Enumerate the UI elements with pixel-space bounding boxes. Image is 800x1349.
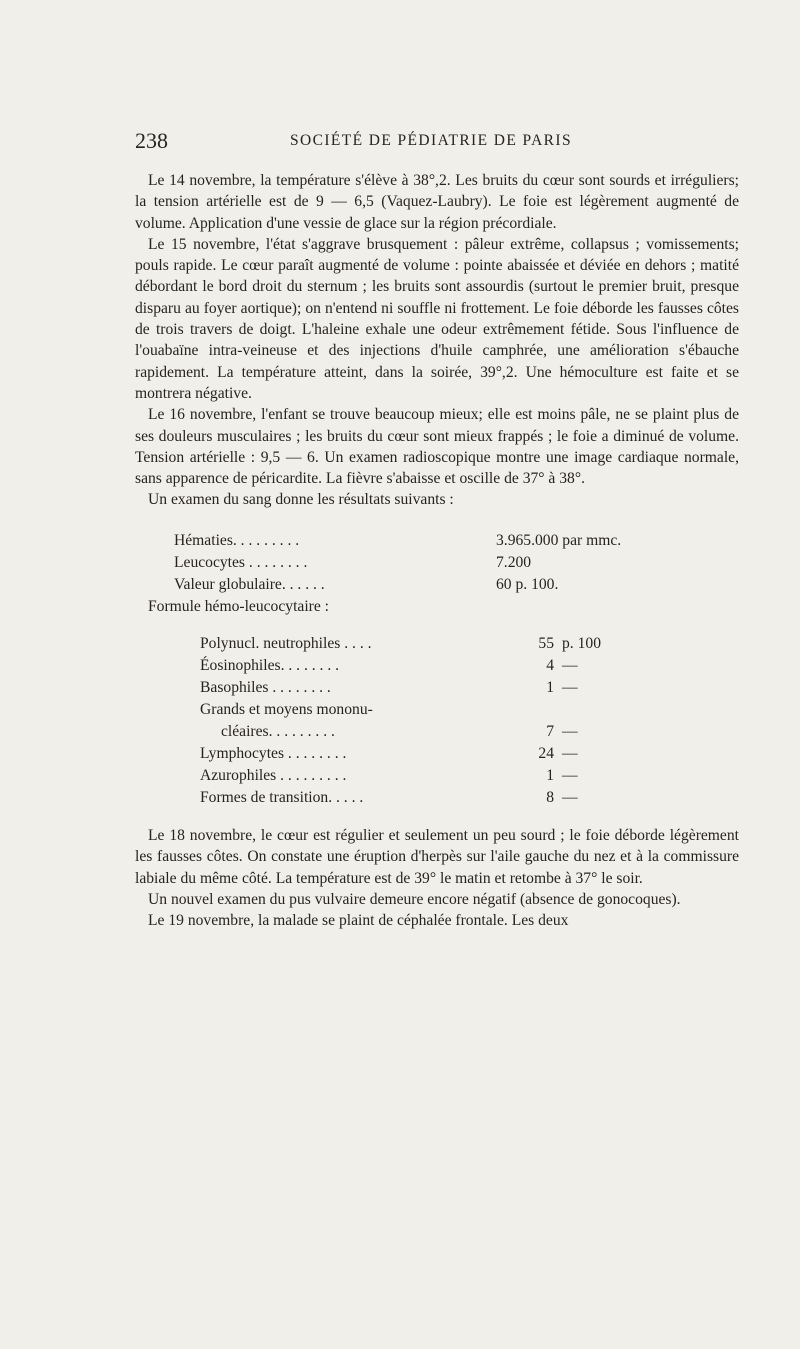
formula-row bbox=[200, 721, 620, 743]
formula-row bbox=[200, 743, 620, 765]
formula-row-label: Polynucl. neutrophiles . . . . bbox=[200, 635, 372, 653]
blood-row-label: Valeur globulaire. . . . . . bbox=[174, 575, 325, 593]
formula-row-value: 8 bbox=[546, 789, 554, 807]
paragraph-pus-exam: Un nouvel examen du pus vulvaire demeure encore négatif (absence de gonocoques). bbox=[148, 890, 681, 908]
blood-row bbox=[174, 552, 634, 574]
page-number: 238 bbox=[135, 128, 168, 153]
blood-row-value: 60 p. 100. bbox=[496, 575, 559, 593]
formula-row-unit: — bbox=[562, 657, 578, 675]
formula-row-value: 7 bbox=[546, 723, 554, 741]
formula-row-label: cléaires. . . . . . . . . bbox=[221, 723, 335, 741]
blood-row-label: Leucocytes . . . . . . . . bbox=[174, 553, 308, 571]
formula-row-unit: — bbox=[562, 767, 578, 785]
formula-row-value: 4 bbox=[546, 657, 554, 675]
formula-row bbox=[200, 655, 620, 677]
formula-title: Formule hémo-leucocytaire : bbox=[148, 597, 329, 615]
paragraph-nov-18: Le 18 novembre, le cœur est régulier et seulement un peu sourd ; le foie déborde légèrement les fausses côtes. On constate une éruption d'herpès sur l'aile gauche du nez et à la commissure labiale du même côté. La température est de 39° le matin et retombe à 37° le soir. bbox=[135, 827, 739, 887]
formula-row-label: Grands et moyens mononu- bbox=[200, 701, 373, 719]
formula-row bbox=[200, 699, 620, 721]
blood-row-value: 3.965.000 par mmc. bbox=[496, 531, 622, 549]
formula-row bbox=[200, 765, 620, 787]
formula-row-label: Azurophiles . . . . . . . . . bbox=[200, 767, 347, 785]
formula-row bbox=[200, 787, 620, 809]
page-header bbox=[135, 128, 740, 158]
blood-row bbox=[174, 530, 634, 552]
paragraph-nov-19: Le 19 novembre, la malade se plaint de céphalée frontale. Les deux bbox=[148, 912, 569, 930]
body-text bbox=[135, 170, 739, 932]
blood-results-table bbox=[174, 530, 634, 596]
paragraph-nov-14: Le 14 novembre, la température s'élève à 38°,2. Les bruits du cœur sont sourds et irréguliers; la tension artérielle est de 9 — 6,5 (Vaquez-Laubry). Le foie est légèrement augmenté de volume. Application d'une vessie de glace sur la région précordiale. bbox=[135, 172, 739, 232]
running-head: SOCIÉTÉ DE PÉDIATRIE DE PARIS bbox=[290, 132, 573, 149]
blood-row-value: 7.200 bbox=[496, 553, 532, 571]
formula-row-label: Lymphocytes . . . . . . . . bbox=[200, 745, 347, 763]
blood-row bbox=[174, 574, 634, 596]
formula-row-unit: p. 100 bbox=[562, 635, 601, 653]
formula-row-unit: — bbox=[562, 745, 578, 763]
blood-row-label: Hématies. . . . . . . . . bbox=[174, 531, 300, 549]
formula-row-label: Formes de transition. . . . . bbox=[200, 789, 364, 807]
paragraph-nov-15: Le 15 novembre, l'état s'aggrave brusquement : pâleur extrême, collapsus ; vomissements; pouls rapide. Le cœur paraît augmenté de volume : pointe abaissée et déviée en dehors ; matité débordant le bord droit du sternum ; les bruits sont assourdis (surtout le premier bruit, presque disparu au foyer aortique); on n'entend ni souffle ni frottement. Le foie déborde les fausses côtes de trois travers de doigt. L'haleine exhale une odeur extrêmement fétide. Sous l'influence de l'ouabaïne intra-veineuse et des injections d'huile camphrée, une amélioration s'ébauche rapidement. La température atteint, dans la soirée, 39°,2. Une hémoculture est faite et se montrera négative. bbox=[135, 235, 739, 402]
paragraphs-after bbox=[135, 825, 739, 931]
paragraph-nov-16: Le 16 novembre, l'enfant se trouve beaucoup mieux; elle est moins pâle, ne se plaint plus de ses douleurs musculaires ; les bruits du cœur sont mieux frappés ; le foie a diminué de volume. Tension artérielle : 9,5 — 6. Un examen radioscopique montre une image cardiaque normale, sans apparence de péricardite. La fièvre s'abaisse et oscille de 37° à 38°. bbox=[135, 406, 739, 488]
formula-row-unit: — bbox=[562, 723, 578, 741]
formula-row-value: 1 bbox=[546, 767, 554, 785]
formula-row-unit: — bbox=[562, 679, 578, 697]
leukocyte-formula-table bbox=[200, 633, 620, 809]
paragraph-blood-exam: Un examen du sang donne les résultats suivants : bbox=[148, 491, 454, 509]
formula-row bbox=[200, 677, 620, 699]
formula-row-value: 24 bbox=[538, 745, 554, 763]
formula-row-value: 55 bbox=[538, 635, 554, 653]
formula-row-label: Éosinophiles. . . . . . . . bbox=[200, 657, 340, 675]
formula-row-label: Basophiles . . . . . . . . bbox=[200, 679, 331, 697]
formula-row bbox=[200, 633, 620, 655]
formula-row-value: 1 bbox=[546, 679, 554, 697]
formula-row-unit: — bbox=[562, 789, 578, 807]
